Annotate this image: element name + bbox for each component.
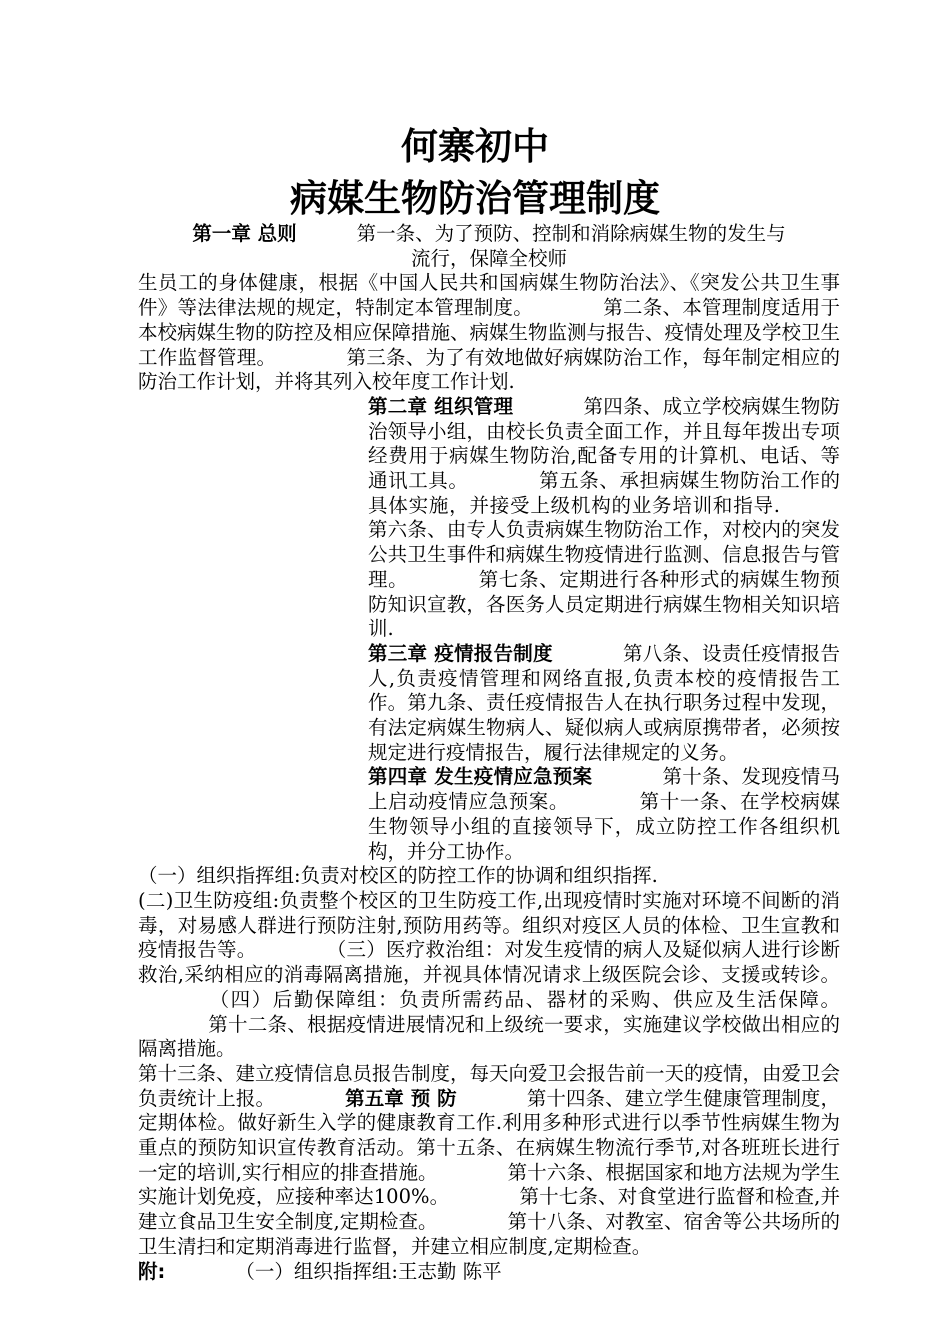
appendix-line <box>138 1260 840 1285</box>
article5: 第五条、承担病媒生物防治工作的具体实施，并接受上级机构的业务培训和指导. <box>368 469 840 517</box>
article12: 第十二条、根据疫情进展情况和上级统一要求，实施建议学校做出相应的隔离措施。 <box>138 1012 840 1061</box>
chapter5-heading: 第五章 预 防 <box>345 1086 457 1110</box>
chapter3-paragraph <box>138 642 840 766</box>
chapter3-heading: 第三章 疫情报告制度 <box>368 641 553 665</box>
school-name: 何寨初中 <box>401 125 549 168</box>
chapter4-paragraph <box>138 765 840 864</box>
article10: 第十条、发现疫情马上启动疫情应急预案。 <box>368 765 840 814</box>
article3: 第三条、为了有效地做好病媒防治工作，每年制定相应的防治工作计划，并将其列入校年度工作计划. <box>138 345 840 394</box>
article1-line2: 流行，保障全校师 <box>410 246 567 270</box>
chapter2-heading: 第二章 组织管理 <box>368 394 514 418</box>
chapter4-items <box>138 889 840 1062</box>
chapter4-heading: 第四章 发生疫情应急预案 <box>368 765 593 789</box>
article4: 第四条、成立学校病媒生物防治领导小组，由校长负责全面工作，并且每年拨出专项经费用于病媒生物防治,配备专用的计算机、电话、等通讯工具。 <box>368 394 840 493</box>
chapter2-paragraph <box>138 395 840 642</box>
article7: 第七条、定期进行各种形式的病媒生物预防知识宣教，各医务人员定期进行病媒生物相关知识培训. <box>368 567 840 641</box>
article2: 第二条、本管理制度适用于本校病媒生物的防控及相应保障措施、病媒生物监测与报告、疫情处理及学校卫生工作监督管理。 <box>138 296 841 369</box>
article1-text: 生员工的身体健康，根据《中国人民共和国病媒生物防治法》、《突发公共卫生事件》等法律法规的规定，特制定本管理制度。 <box>138 271 840 320</box>
document-title: 病媒生物防治管理制度 <box>290 177 660 220</box>
document-body <box>138 222 840 1284</box>
article18: 第十八条、对教室、宿舍等公共场所的卫生清扫和定期消毒进行监督，并建立相应制度,定期检查。 <box>138 1210 840 1258</box>
article9: 第九条、责任疫情报告人在执行职务过程中发现，有法定病媒生物病人、疑似病人或病原携带者，必须按规定进行疫情报告，履行法律规定的义务。 <box>368 691 840 764</box>
article11: 第十一条、在学校病媒生物领导小组的直接领导下，成立防控工作各组织机构，并分工协作。 <box>368 790 840 863</box>
article1-line1: 第一条、为了预防、控制和消除病媒生物的发生与 <box>356 222 786 245</box>
appendix-text: （一）组织指挥组:王志勤 陈平 <box>235 1259 502 1283</box>
article6: 第六条、由专人负责病媒生物防治工作，对校内的突发公共卫生事件和病媒生物疫情进行监测、信息报告与管理。 <box>368 518 840 591</box>
item2: (二)卫生防疫组:负责整个校区的卫生防疫工作,出现疫情时实施对环境不间断的消毒，对易感人群进行预防注射,预防用药等。组织对疫区人员的体检、卫生宣教和疫情报告等。 <box>138 888 840 962</box>
article15: 第十五条、在病媒生物流行季节,对各班班长进行一定的培训,实行相应的排查措施。 <box>138 1136 840 1184</box>
chapter1-first-line <box>138 222 840 247</box>
article8: 第八条、设责任疫情报告人,负责疫情管理和网络直报,负责本校的疫情报告工作。 <box>368 641 840 715</box>
chapter5-paragraph <box>138 1062 840 1260</box>
chapter1-heading: 第一章 总则 <box>192 222 297 245</box>
article17: 第十七条、对食堂进行监督和检查,并建立食品卫生安全制度,定期检查。 <box>138 1185 841 1234</box>
article16: 第十六条、根据国家和地方法规为学生实施计划免疫，应接种率达100%。 <box>138 1160 840 1209</box>
item3: （三）医疗救治组：对发生疫情的病人及疑似病人进行诊断救治,采纳相应的消毒隔离措施，并视具体情况请求上级医院会诊、支援或转诊。 <box>138 938 840 987</box>
chapter1-paragraph <box>138 271 840 395</box>
item4: （四）后勤保障组：负责所需药品、器材的采购、供应及生活保障。 <box>208 987 840 1011</box>
item1: （一）组织指挥组:负责对校区的防控工作的协调和组织指挥. <box>138 864 658 888</box>
appendix-label: 附: <box>138 1259 166 1283</box>
article14: 第十四条、建立学生健康管理制度，定期体检。做好新生入学的健康教育工作.利用多种形式进行以季节性病媒生物为重点的预防知识宣传教育活动。 <box>138 1086 840 1160</box>
article13: 第十三条、建立疫情信息员报告制度，每天向爱卫会报告前一天的疫情，由爱卫会负责统计上报。 <box>138 1061 841 1110</box>
